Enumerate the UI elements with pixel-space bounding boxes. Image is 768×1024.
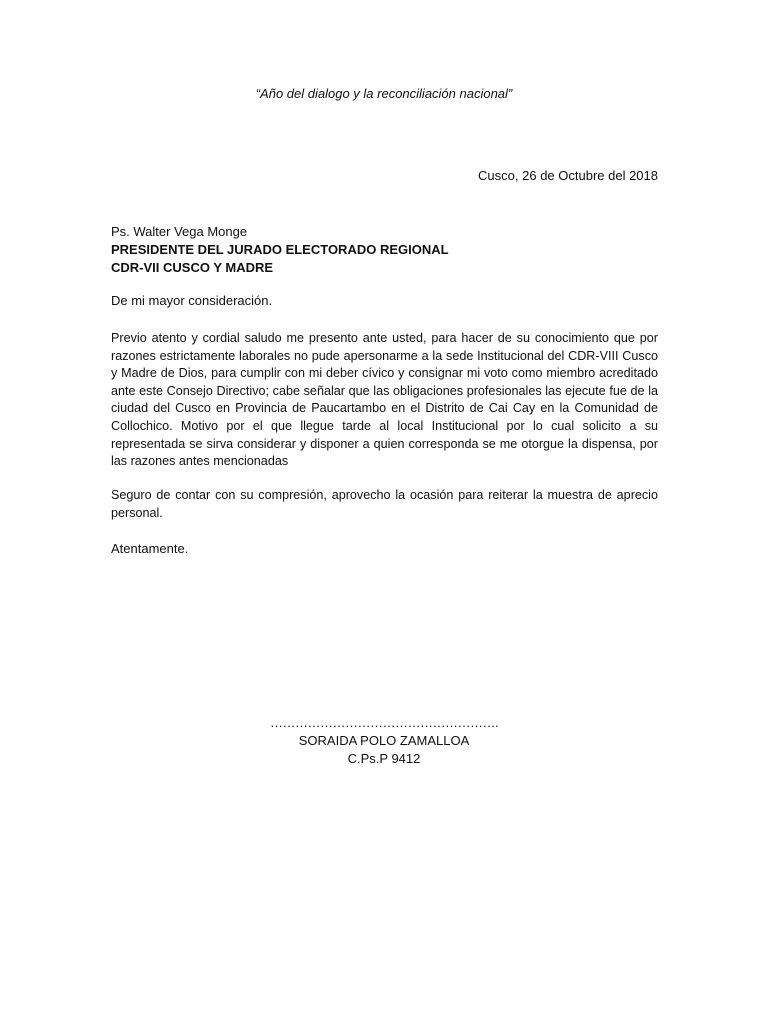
year-motto: “Año del dialogo y la reconciliación nacional” <box>255 86 513 101</box>
recipient-title: PRESIDENTE DEL JURADO ELECTORADO REGIONAL <box>111 242 449 257</box>
recipient-name: Ps. Walter Vega Monge <box>111 224 248 239</box>
place-date: Cusco, 26 de Octubre del 2018 <box>478 168 658 183</box>
signer-name: SORAIDA POLO ZAMALLOA <box>298 733 470 748</box>
recipient-institution: CDR-VII CUSCO Y MADRE <box>111 260 274 275</box>
body-paragraph-1: Previo atento y cordial saludo me presento ante usted, para hacer de su conocimiento que por razones estrictamente laborales no pude apersonarme a la sede Institucional del CDR-VIII Cusco y Madre de Dios, para cumplir con mi deber cívico y consignar mi voto como miembro acreditado ante este Consejo Directivo; cabe señalar que las obligaciones profesionales las ejecute fue de la ciudad del Cusco en Provincia de Paucartambo en el Distrito de Cai Cay en la Comunidad de Collochico. Motivo por el que llegue tarde al local Institucional por lo cual solicito a su representada se sirva considerar y disponer a quien corresponda se me otorgue la dispensa, por las razones antes mencionadas <box>111 331 658 469</box>
recipient-block <box>111 223 449 277</box>
greeting: De mi mayor consideración. <box>111 293 273 308</box>
signature-block <box>0 714 768 768</box>
signature-line: ………………………………………………. <box>269 715 499 730</box>
closing: Atentamente. <box>111 541 189 556</box>
signer-license: C.Ps.P 9412 <box>347 751 421 766</box>
body-paragraph-2: Seguro de contar con su compresión, aprovecho la ocasión para reiterar la muestra de aprecio personal. <box>111 488 658 520</box>
